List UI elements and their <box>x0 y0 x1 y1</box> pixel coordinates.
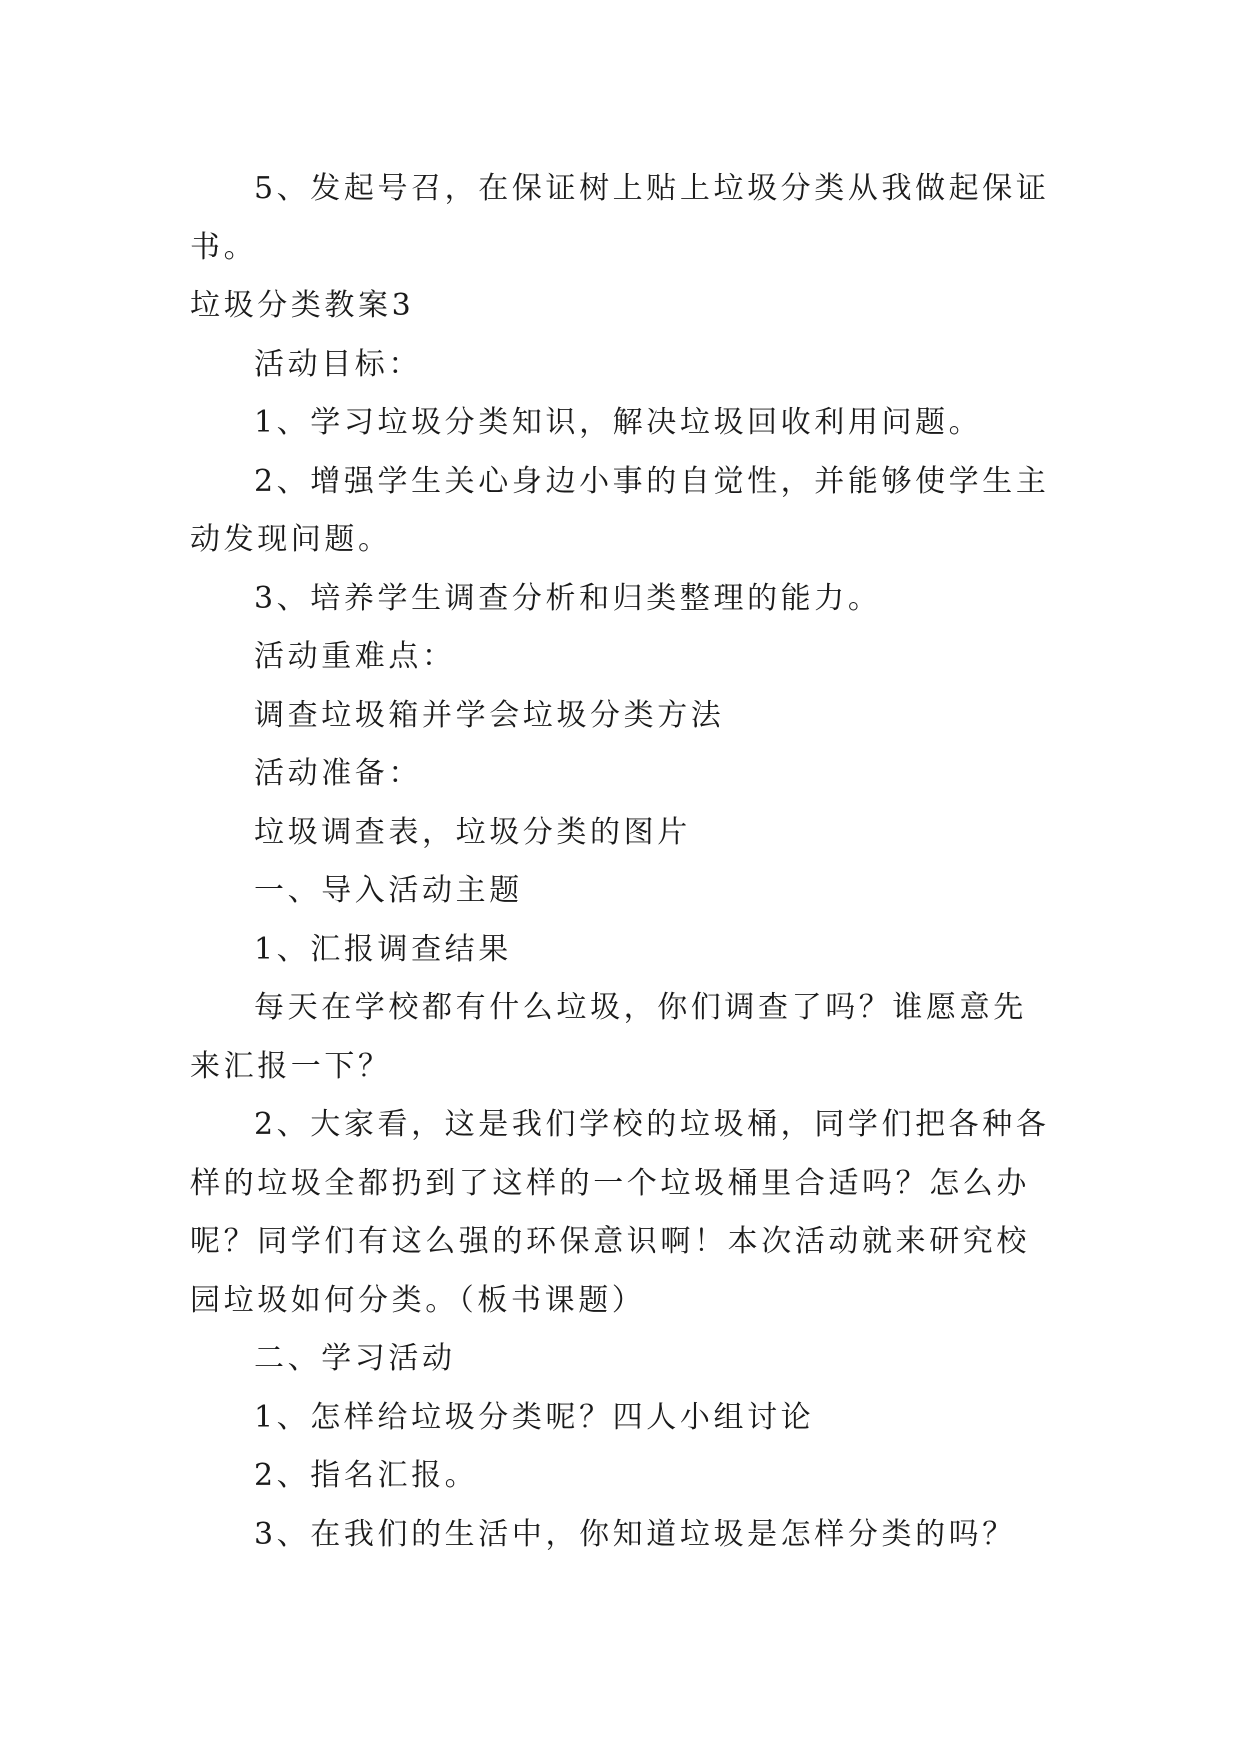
paragraph-part-two: 二、学习活动 <box>254 1341 456 1376</box>
paragraph-trash-bin: 2、大家看，这是我们学校的垃圾桶，同学们把各种各样的垃圾全都扔到了这样的一个垃圾桶里合适吗？怎么办呢？同学们有这么强的环保意识啊！本次活动就来研究校园垃圾如何分类。（板书课题） <box>190 1107 1050 1318</box>
paragraph-part-one: 一、导入活动主题 <box>254 873 523 908</box>
paragraph-goal-1: 1、学习垃圾分类知识，解决垃圾回收利用问题。 <box>254 405 983 440</box>
document-body <box>190 160 1060 1564</box>
paragraph-goal-3: 3、培养学生调查分析和归类整理的能力。 <box>254 580 882 616</box>
section-heading: 垃圾分类教案3 <box>190 288 415 323</box>
paragraph-pledge: 5、发起号召，在保证树上贴上垃圾分类从我做起保证书。 <box>190 171 1050 265</box>
paragraph-goal-2: 2、增强学生关心身边小事的自觉性，并能够使学生主动发现问题。 <box>190 463 1050 557</box>
paragraph-question: 每天在学校都有什么垃圾，你们调查了吗？谁愿意先来汇报一下？ <box>190 990 1027 1084</box>
paragraph-life-question: 3、在我们的生活中，你知道垃圾是怎样分类的吗？ <box>254 1516 1016 1552</box>
paragraph-preparation-label: 活动准备： <box>254 756 422 791</box>
paragraph-key-points: 调查垃圾箱并学会垃圾分类方法 <box>254 697 725 733</box>
paragraph-preparation: 垃圾调查表，垃圾分类的图片 <box>254 814 691 850</box>
paragraph-key-points-label: 活动重难点： <box>254 639 456 674</box>
paragraph-report: 2、指名汇报。 <box>254 1458 479 1493</box>
paragraph-report-results: 1、汇报调查结果 <box>254 931 512 967</box>
paragraph-goals-label: 活动目标： <box>254 346 422 382</box>
paragraph-discussion: 1、怎样给垃圾分类呢？四人小组讨论 <box>254 1399 815 1435</box>
